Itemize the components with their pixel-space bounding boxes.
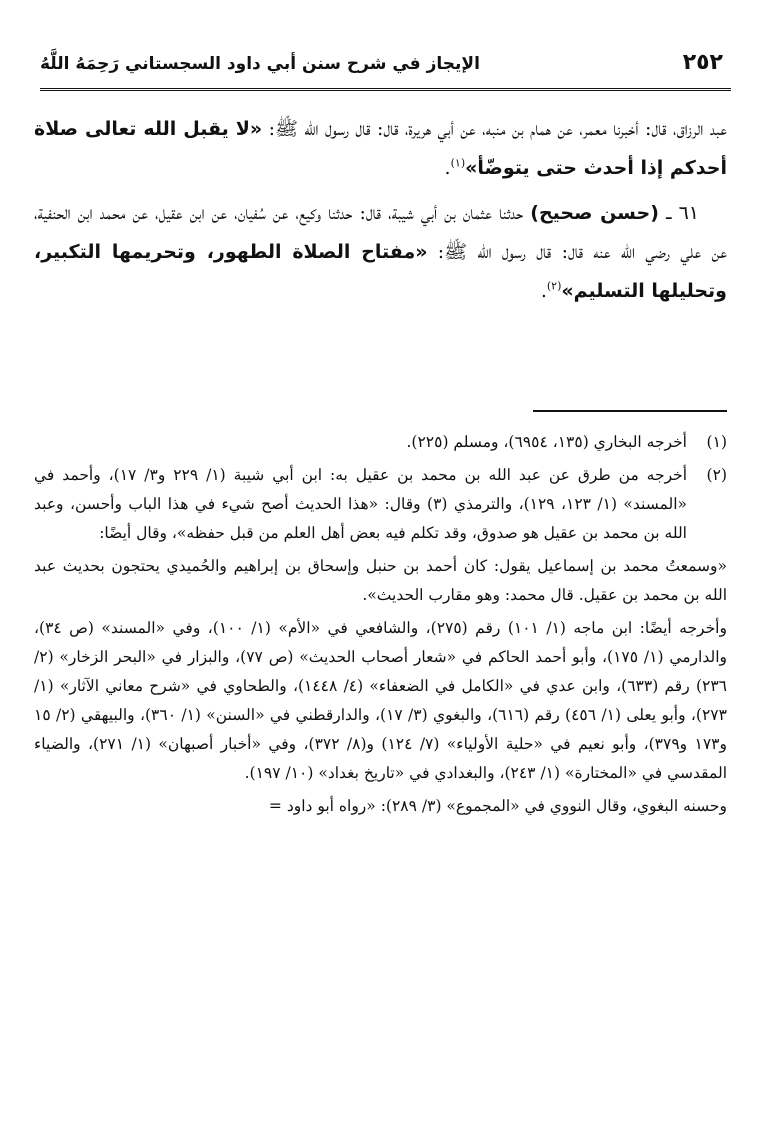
footnote <box>34 461 727 548</box>
hadith-chain: عبد الرزاق، قال: أخبرنا معمر، عن همام بن منبه، عن أبي هريرة، قال: قال رسول الله ﷺ: <box>262 118 728 140</box>
page-number: ٢٥٢ <box>682 50 723 75</box>
hadith-paragraph <box>34 110 727 188</box>
hadith-chain: حدثنا عثمان بن أبي شيبة، قال: حدثنا وكيع، عن سُفيان، عن ابن عقيل، عن محمد ابن الحنفية، عن علي رضي الله عنه قال: قال رسول الله ﷺ: <box>34 202 727 263</box>
hadith-grade: (حسن صحيح) <box>530 202 659 224</box>
hadith-matn: «لا يقبل الله تعالى صلاة أحدكم إذا أحدث حتى يتوضّأ» <box>34 118 727 179</box>
footnote-paragraph: «وسمعتُ محمد بن إسماعيل يقول: كان أحمد بن حنبل وإسحاق بن إبراهيم والحُميدي يحتجون بحديث عبد الله بن محمد بن عقيل. قال محمد: وهو مقارب الحديث». <box>34 557 727 604</box>
footnotes <box>34 428 727 821</box>
footnote-ref[interactable]: (٢) <box>546 279 562 293</box>
sentence-end: . <box>540 280 547 302</box>
footnote-number: (١) <box>706 433 727 451</box>
footnote-number: (٢) <box>706 466 727 484</box>
sentence-end: . <box>444 157 451 179</box>
footnote-paragraph: وحسنه البغوي، وقال النووي في «المجموع» (٣/ ٢٨٩): «رواه أبو داود = <box>268 797 727 815</box>
running-title: الإيجاز في شرح سنن أبي داود السجستاني رَحِمَهُ اللَّهُ <box>40 54 480 74</box>
footnote-paragraph: وأخرجه أيضًا: ابن ماجه (١/ ١٠١) رقم (٢٧٥)، والشافعي في «الأم» (١/ ١٠٠)، وفي «المسند» (ص ٣٤)، والدارمي (١/ ١٧٥)، وأبو أحمد الحاكم في «شعار أصحاب الحديث» (ص ٧٧)، والبزار في «البحر الزخار» (٢/ ٢٣٦) رقم (٦٣٣)، وابن عدي في «الكامل في الضعفاء» (٤/ ١٤٤٨)، والطحاوي في «شرح معاني الآثار» (١/ ٢٧٣)، وأبو يعلى (١/ ٤٥٦) رقم (٦١٦)، والبغوي (٣/ ١٧)، والدارقطني في «السنن» (١/ ٣٦٠)، والبيهقي (٢/ ١٥ و١٧٣ و٣٧٩)، وأبو نعيم في «حلية الأولياء» (٧/ ١٢٤) و(٨/ ٣٧٢)، وفي «أخبار أصبهان» (١/ ٢٧١)، والضياء المقدسي في «المختارة» (١/ ٢٤٣)، والبغدادي في «تاريخ بغداد» (١٠/ ١٩٧). <box>34 619 728 782</box>
footnote <box>34 428 727 457</box>
footnote-text: أخرجه من طرق عن عبد الله بن محمد بن عقيل به: ابن أبي شيبة (١/ ٢٢٩ و٣/ ١٧)، وأحمد في «المسند» (١/ ١٢٣، ١٢٩)، والترمذي (٣) وقال: «هذا الحديث أصح شيء في هذا الباب وأحسن، وعبد الله بن محمد بن عقيل هو صدوق، وقد تكلم فيه بعض أهل العلم من قبل حفظه»، وقال أيضًا: <box>34 466 688 542</box>
main-text <box>34 110 727 311</box>
footnote-text: أخرجه البخاري (١٣٥، ٦٩٥٤)، ومسلم (٢٢٥). <box>406 433 687 451</box>
footnote-separator <box>533 410 727 412</box>
page-header <box>40 50 731 91</box>
hadith-number: ٦١ ـ <box>658 202 699 224</box>
hadith-matn: «مفتاح الصلاة الطهور، وتحريمها التكبير، وتحليلها التسليم» <box>34 241 727 302</box>
hadith-paragraph <box>34 194 727 311</box>
footnote-ref[interactable]: (١) <box>450 156 466 170</box>
